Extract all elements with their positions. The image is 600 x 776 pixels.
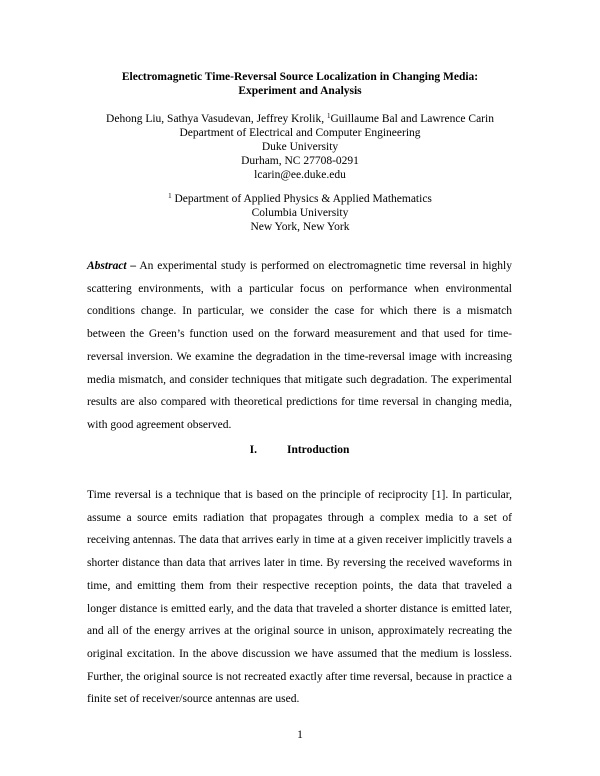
affiliation-2-dept-text: Department of Applied Physics & Applied Mathematics bbox=[171, 193, 432, 205]
abstract-label: Abstract – bbox=[87, 260, 137, 272]
abstract-text: An experimental study is performed on electromagnetic time reversal in highly scattering environments, with a particular focus on performance when environmental conditions change. In particular, we consider the case for which there is a mismatch between the Green’s function used on the forward measurement and that used for time-reversal inversion. We examine the degradation in the time-reversal image with increasing media mismatch, and consider techniques that mitigate such degradation. The experimental results are also compared with theoretical predictions for time reversal in changing media, with good agreement observed. bbox=[87, 260, 512, 431]
affiliation-2-block bbox=[60, 192, 540, 234]
affiliation-1-university: Duke University bbox=[261, 141, 339, 153]
section-title: Introduction bbox=[286, 444, 350, 456]
title-line-1: Electromagnetic Time-Reversal Source Localization in Changing Media: bbox=[121, 71, 479, 83]
contact-email: lcarin@ee.duke.edu bbox=[254, 169, 346, 181]
title-line-2: Experiment and Analysis bbox=[238, 85, 362, 97]
paper-title bbox=[60, 70, 540, 98]
affiliation-1-address: Durham, NC 27708-0291 bbox=[241, 155, 359, 167]
abstract bbox=[87, 255, 512, 437]
authors-part-2: Guillaume Bal and Lawrence Carin bbox=[330, 113, 494, 125]
affiliation-2-location: New York, New York bbox=[250, 221, 350, 233]
section-number: I. bbox=[249, 444, 257, 456]
authors-superscript: 1 bbox=[326, 112, 331, 120]
affiliation-2-superscript: 1 bbox=[168, 192, 172, 200]
affiliation-2-dept bbox=[60, 192, 540, 206]
section-heading-introduction bbox=[87, 443, 512, 457]
affiliation-1-dept: Department of Electrical and Computer Engineering bbox=[179, 127, 421, 139]
introduction-paragraph: Time reversal is a technique that is based on the principle of reciprocity [1]. In particular, assume a source emits radiation that propagates through a complex media to a set of receiving antennas. The data that arrives early in time at a given receiver implicitly travels a shorter distance than data that arrives later in time. By reversing the received waveforms in time, and emitting them from their respective reception points, the data that traveled a longer distance is emitted early, and the data that traveled a shorter distance is emitted later, and all of the energy arrives at the original source in unison, approximately recreating the original excitation. In the above discussion we have assumed that the medium is lossless. Further, the original source is not recreated exactly after time reversal, because in practice a finite set of receiver/source antennas are used. bbox=[87, 489, 512, 706]
page-number: 1 bbox=[297, 729, 303, 741]
author-block bbox=[60, 112, 540, 182]
authors-part-1: Dehong Liu, Sathya Vasudevan, Jeffrey Krolik, bbox=[106, 113, 327, 125]
affiliation-2-university: Columbia University bbox=[251, 207, 349, 219]
author-list bbox=[60, 112, 540, 126]
